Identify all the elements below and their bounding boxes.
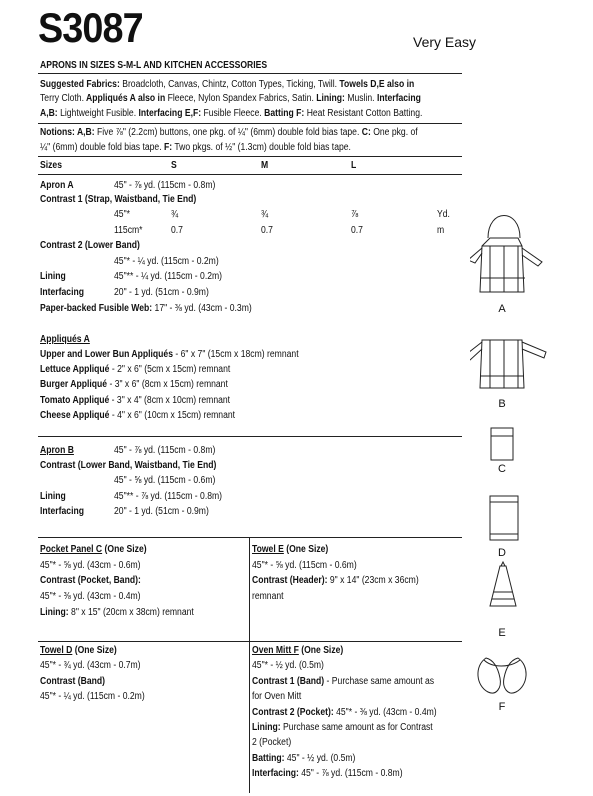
divider — [38, 436, 462, 437]
size-s: S — [171, 160, 177, 171]
diagram-label-d: D — [498, 547, 506, 559]
oven-mitt-f-batting: Batting: 45" - ½ yd. (0.5m) — [252, 753, 356, 764]
diagram-label-a: A — [498, 303, 506, 315]
apron-a-diagram — [470, 216, 542, 293]
pocket-c-title: Pocket Panel C (One Size) — [40, 544, 147, 555]
towel-d-contrast-yardage: 45"* - ¼ yd. (115cm - 0.2m) — [40, 691, 145, 702]
appliques-title: Appliqués A — [40, 334, 90, 345]
diagram-label-e: E — [498, 627, 506, 639]
apron-a-lining-value: 45"** - ¼ yd. (115cm - 0.2m) — [114, 271, 223, 282]
apron-a-row2-s: 0.7 — [171, 225, 183, 236]
towel-e-title: Towel E (One Size) — [252, 544, 329, 555]
pocket-c-diagram — [491, 428, 513, 460]
difficulty-label: Very Easy — [413, 34, 477, 50]
towel-d-yardage: 45"* - ¾ yd. (43cm - 0.7m) — [40, 660, 141, 671]
subtitle: APRONS IN SIZES S-M-L AND KITCHEN ACCESSORIES — [40, 60, 268, 71]
apron-a-label: Apron A — [40, 180, 74, 191]
fabrics-line-1: Suggested Fabrics: Broadcloth, Canvas, Chintz, Cotton Types, Ticking, Twill. Towels D,E also in — [40, 79, 415, 90]
pocket-c-yardage: 45"* - ⅝ yd. (43cm - 0.6m) — [40, 560, 141, 571]
apron-a-fusible-web: Paper-backed Fusible Web: 17" - ⅜ yd. (43cm - 0.3m) — [40, 303, 252, 314]
apron-a-contrast2: Contrast 2 (Lower Band) — [40, 240, 140, 251]
apron-a-lining-label: Lining — [40, 271, 66, 282]
applique-item: Burger Appliqué - 3" x 6" (8cm x 15cm) remnant — [40, 379, 228, 390]
pocket-c-contrast: Contrast (Pocket, Band): — [40, 575, 141, 586]
towel-e-contrast: Contrast (Header): 9" x 14" (23cm x 36cm) — [252, 575, 419, 586]
diagram-label-c: C — [498, 463, 506, 475]
apron-b-interfacing-value: 20" - 1 yd. (51cm - 0.9m) — [114, 506, 209, 517]
apron-a-contrast2-yardage: 45"* - ¼ yd. (115cm - 0.2m) — [114, 256, 219, 267]
pocket-c-contrast-yardage: 45"* - ⅜ yd. (43cm - 0.4m) — [40, 591, 141, 602]
applique-item: Lettuce Appliqué - 2" x 6" (5cm x 15cm) remnant — [40, 364, 231, 375]
apron-b-diagram — [470, 340, 546, 388]
apron-a-row2-width: 115cm* — [114, 225, 143, 236]
apron-a-yardage: 45" - ⅞ yd. (115cm - 0.8m) — [114, 180, 216, 191]
apron-b-yardage: 45" - ⅞ yd. (115cm - 0.8m) — [114, 445, 216, 456]
oven-mitt-f-contrast2: Contrast 2 (Pocket): 45"* - ⅜ yd. (43cm - 0.4m) — [252, 707, 437, 718]
apron-a-contrast1: Contrast 1 (Strap, Waistband, Tie End) — [40, 194, 197, 205]
apron-a-row2-m: 0.7 — [261, 225, 273, 236]
divider — [38, 123, 462, 124]
towel-d-diagram — [490, 496, 518, 540]
fabrics-line-2: Terry Cloth. Appliqués A also in Fleece, Nylon Spandex Fabrics, Satin. Lining: Muslin. Interfacing — [40, 93, 421, 104]
apron-a-row1-unit: Yd. — [437, 209, 450, 220]
size-m: M — [261, 160, 269, 171]
apron-b-lining-label: Lining — [40, 491, 66, 502]
apron-a-row2-unit: m — [437, 225, 445, 236]
oven-mitt-f-lining-cont: 2 (Pocket) — [252, 737, 292, 748]
apron-a-row1-m: ¾ — [261, 209, 269, 220]
apron-b-interfacing-label: Interfacing — [40, 506, 84, 517]
apron-b-lining-value: 45"** - ⅞ yd. (115cm - 0.8m) — [114, 491, 223, 502]
divider — [38, 73, 462, 74]
notions-line-1: Notions: A,B: Five ⅞" (2.2cm) buttons, one pkg. of ¼" (6mm) double fold bias tape. C: One pkg. of — [40, 127, 418, 138]
oven-mitt-f-yardage: 45"* - ½ yd. (0.5m) — [252, 660, 324, 671]
pattern-number: S3087 — [38, 4, 143, 51]
towel-e-yardage: 45"* - ⅝ yd. (115cm - 0.6m) — [252, 560, 357, 571]
diagram-label-b: B — [498, 398, 506, 410]
towel-d-title: Towel D (One Size) — [40, 645, 117, 656]
apron-a-row1-width: 45"* — [114, 209, 130, 220]
garment-diagrams — [470, 200, 590, 720]
sizes-label: Sizes — [40, 160, 62, 171]
size-l: L — [351, 160, 357, 171]
apron-b-contrast: Contrast (Lower Band, Waistband, Tie End) — [40, 460, 217, 471]
towel-e-diagram — [490, 562, 516, 606]
divider — [38, 537, 462, 538]
apron-a-row1-l: ⅞ — [351, 209, 359, 220]
towel-e-remnant: remnant — [252, 591, 284, 602]
apron-a-interfacing-label: Interfacing — [40, 287, 84, 298]
divider — [38, 156, 462, 157]
divider — [38, 641, 462, 642]
oven-mitt-f-contrast1: Contrast 1 (Band) - Purchase same amount as — [252, 676, 435, 687]
apron-a-interfacing-value: 20" - 1 yd. (51cm - 0.9m) — [114, 287, 209, 298]
fabrics-line-3: A,B: Lightweight Fusible. Interfacing E,F: Fusible Fleece. Batting F: Heat Resistant Cotton Batting. — [40, 108, 423, 119]
oven-mitt-f-diagram — [478, 658, 526, 693]
oven-mitt-f-lining: Lining: Purchase same amount as for Contrast — [252, 722, 433, 733]
applique-item: Cheese Appliqué - 4" x 6" (10cm x 15cm) remnant — [40, 410, 236, 421]
oven-mitt-f-interfacing: Interfacing: 45" - ⅞ yd. (115cm - 0.8m) — [252, 768, 403, 779]
divider — [38, 174, 462, 175]
notions-line-2: ¼" (6mm) double fold bias tape. F: Two pkgs. of ½" (1.3cm) double fold bias tape. — [40, 142, 351, 153]
apron-b-contrast-yardage: 45" - ⅝ yd. (115cm - 0.6m) — [114, 475, 216, 486]
column-divider — [249, 537, 250, 793]
towel-d-contrast: Contrast (Band) — [40, 676, 105, 687]
oven-mitt-f-title: Oven Mitt F (One Size) — [252, 645, 344, 656]
diagram-label-f: F — [498, 701, 506, 713]
apron-a-row1-s: ¾ — [171, 209, 179, 220]
apron-a-row2-l: 0.7 — [351, 225, 363, 236]
applique-item: Tomato Appliqué - 3" x 4" (8cm x 10cm) remnant — [40, 395, 231, 406]
applique-item: Upper and Lower Bun Appliqués - 6" x 7" (15cm x 18cm) remnant — [40, 349, 299, 360]
pocket-c-lining: Lining: 8" x 15" (20cm x 38cm) remnant — [40, 607, 194, 618]
apron-b-label: Apron B — [40, 445, 74, 456]
oven-mitt-f-contrast1-cont: for Oven Mitt — [252, 691, 302, 702]
